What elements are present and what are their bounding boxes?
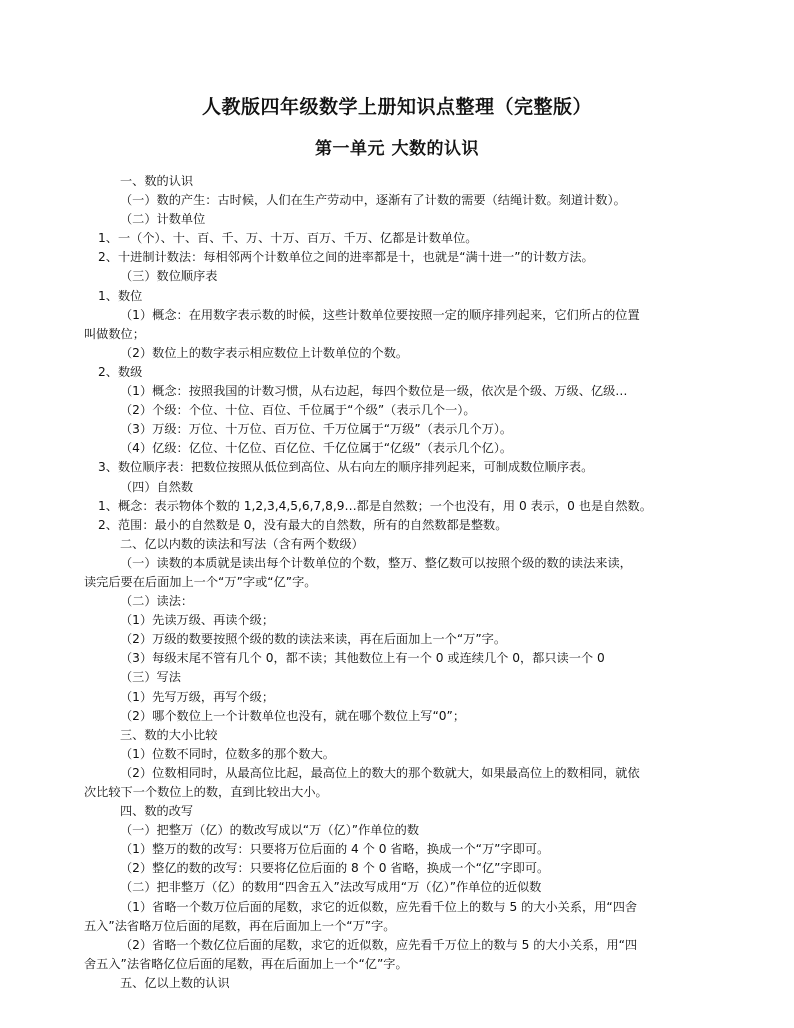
paragraph-line: 3、数位顺序表：把数位按照从低位到高位、从右向左的顺序排列起来，可制成数位顺序表。	[98, 460, 594, 475]
subsection-heading: （三）写法	[120, 670, 181, 685]
paragraph-line: （一）数的产生：古时候，人们在生产劳动中，逐渐有了计数的需要（结绳计数。刻道计数）。	[120, 193, 626, 208]
section-heading: 四、数的改写	[120, 804, 194, 819]
section-heading: 二、亿以内数的读法和写法（含有两个数级）	[120, 536, 364, 551]
section-heading: 一、数的认识	[120, 174, 194, 188]
paragraph-line: （1）省略一个数万位后面的尾数，求它的近似数，应先看千位上的数与 5 的大小关系，用“四舍	[120, 899, 638, 914]
paragraph-line: 次比较下一个数位上的数，直到比较出大小。	[84, 785, 328, 799]
paragraph-line: 读完后要在后面加上一个“万”字或“亿”字。	[84, 574, 317, 589]
subsection-heading: （二）计数单位	[120, 212, 206, 227]
paragraph-line: （2）万级的数要按照个级的数的读法来读，再在后面加上一个“万”字。	[120, 632, 507, 647]
paragraph-line: （2）整亿的数的改写：只要将亿位后面的 8 个 0 省略，换成一个“亿”字即可。	[120, 861, 550, 876]
paragraph-line: （2）哪个数位上一个计数单位也没有，就在哪个数位上写“0”；	[120, 708, 466, 723]
paragraph-line: （2）省略一个数亿位后面的尾数，求它的近似数，应先看千万位上的数与 5 的大小关系，用“四	[120, 937, 638, 952]
subsection-heading: （二）读法：	[120, 594, 194, 609]
paragraph-line: 五入”法省略万位后面的尾数，再在后面加上一个“万”字。	[84, 918, 396, 933]
document-title: 人教版四年级数学上册知识点整理（完整版）	[201, 96, 592, 118]
section-heading: 五、亿以上数的认识	[120, 975, 230, 990]
subsection-heading: （三）数位顺序表	[120, 269, 218, 284]
paragraph-line: 1、概念：表示物体个数的 1,2,3,4,5,6,7,8,9…都是自然数；一个也没有，用 0 表示，0 也是自然数。	[98, 498, 652, 513]
paragraph-line: （3）每级末尾不管有几个 0，都不读；其他数位上有一个 0 或连续几个 0，都只读一个 0	[120, 651, 605, 666]
paragraph-line: 2、十进制计数法：每相邻两个计数单位之间的进率都是十，也就是“满十进一”的计数方法。	[98, 250, 594, 265]
paragraph-line: （4）亿级：亿位、十亿位、百亿位、千亿位属于“亿级”（表示几个亿）。	[120, 441, 513, 456]
paragraph-line: 舍五入”法省略亿位后面的尾数，再在后面加上一个“亿”字。	[84, 956, 408, 971]
paragraph-line: （1）概念：在用数字表示数的时候，这些计数单位要按照一定的顺序排列起来，它们所占的位置	[120, 307, 640, 322]
subsection-heading: （四）自然数	[120, 479, 194, 494]
paragraph-line: （3）万级：万位、十万位、百万位、千万位属于“万级”（表示几个万）。	[120, 422, 513, 437]
section-heading: 三、数的大小比较	[120, 727, 218, 742]
paragraph-line: （2）位数相同时，从最高位比起，最高位上的数大的那个数就大，如果最高位上的数相同，就依	[120, 765, 640, 780]
paragraph-line: （2）个级：个位、十位、百位、千位属于“个级”（表示几个一）。	[120, 403, 476, 418]
paragraph-line: （1）概念：按照我国的计数习惯，从右边起，每四个数位是一级，依次是个级、万级、亿级…	[120, 384, 628, 399]
paragraph-line: （1）先写万级，再写个级；	[120, 689, 275, 704]
paragraph-line: （一）读数的本质就是读出每个计数单位的个数，整万、整亿数可以按照个级的数的读法来读，	[120, 555, 632, 570]
paragraph-line: （2）数位上的数字表示相应数位上计数单位的个数。	[120, 345, 409, 360]
paragraph-line: 叫做数位；	[84, 326, 145, 341]
document-body	[84, 172, 698, 993]
paragraph-line: 2、数级	[98, 364, 143, 379]
paragraph-line: （1）位数不同时，位数多的那个数大。	[120, 746, 335, 761]
paragraph-line: 1、数位	[98, 288, 143, 303]
paragraph-line: 1、一（个）、十、百、千、万、十万、百万、千万、亿都是计数单位。	[98, 231, 478, 246]
paragraph-line: 2、范围：最小的自然数是 0，没有最大的自然数，所有的自然数都是整数。	[98, 517, 508, 532]
subsection-heading: （一）把整万（亿）的数改写成以“万（亿）”作单位的数	[120, 823, 420, 838]
unit-heading: 第一单元 大数的认识	[315, 139, 479, 159]
paragraph-line: （1）整万的数的改写：只要将万位后面的 4 个 0 省略，换成一个“万”字即可。	[120, 842, 550, 857]
subsection-heading: （二）把非整万（亿）的数用“四舍五入”法改写成用“万（亿）”作单位的近似数	[120, 880, 542, 895]
paragraph-line: （1）先读万级、再读个级；	[120, 613, 275, 628]
